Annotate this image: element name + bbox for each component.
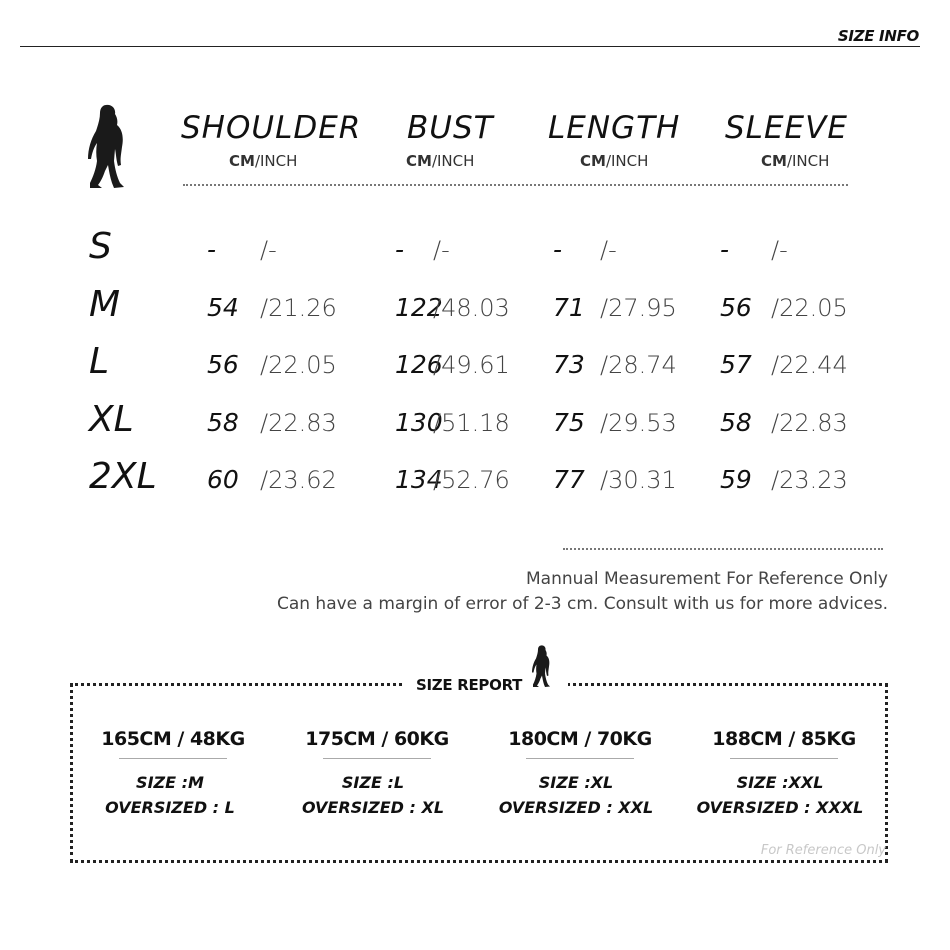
table-cell-inch: /22.44 [771, 351, 848, 379]
stat-underline [730, 758, 838, 759]
column-unit-bust: CM/INCH [406, 152, 475, 170]
body-stat: 165CM / 48KG [101, 728, 245, 750]
table-cell-inch: /52.76 [433, 466, 510, 494]
column-unit-sleeve: CM/INCH [761, 152, 830, 170]
table-cell-cm: 71 [553, 293, 585, 322]
table-cell-cm: 58 [720, 408, 752, 437]
table-cell-cm: - [395, 235, 405, 264]
margin-of-error-note: Can have a margin of error of 2-3 cm. Consult with us for more advices. [276, 594, 888, 614]
body-stat: 188CM / 85KG [712, 728, 856, 750]
table-cell-cm: 77 [553, 465, 585, 494]
note-dotted-divider [563, 548, 883, 550]
column-unit-shoulder: CM/INCH [229, 152, 298, 170]
table-cell-cm: 57 [720, 350, 752, 379]
oversized-size: OVERSIZED : XXXL [696, 798, 864, 817]
table-cell-cm: 134 [395, 465, 443, 494]
column-unit-length: CM/INCH [580, 152, 649, 170]
table-cell-inch: /30.31 [600, 466, 677, 494]
table-cell-inch: /51.18 [433, 409, 510, 437]
table-cell-cm: 56 [720, 293, 752, 322]
table-cell-inch: /22.83 [260, 409, 337, 437]
stat-underline [119, 758, 227, 759]
table-cell-cm: 56 [207, 350, 239, 379]
gorilla-silhouette-icon [84, 103, 128, 189]
stat-underline [526, 758, 634, 759]
table-cell-cm: 58 [207, 408, 239, 437]
size-label-2xl: 2XL [89, 456, 157, 497]
table-cell-cm: - [720, 235, 730, 264]
stat-underline [323, 758, 431, 759]
table-cell-inch: /21.26 [260, 294, 337, 322]
table-cell-inch: /22.05 [771, 294, 848, 322]
table-cell-cm: 130 [395, 408, 443, 437]
table-cell-cm: 126 [395, 350, 443, 379]
column-header-shoulder: SHOULDER [181, 110, 362, 146]
table-cell-inch: /22.83 [771, 409, 848, 437]
table-cell-inch: /27.95 [600, 294, 677, 322]
table-cell-cm: 54 [207, 293, 239, 322]
header-dotted-divider [183, 184, 848, 186]
recommended-size: SIZE :M [136, 773, 204, 792]
recommended-size: SIZE :XL [538, 773, 614, 792]
measurement-note: Mannual Measurement For Reference Only [526, 569, 888, 589]
recommended-size: SIZE :L [341, 773, 405, 792]
table-cell-inch: /28.74 [600, 351, 677, 379]
column-header-bust: BUST [407, 110, 494, 146]
size-label-m: M [89, 284, 121, 325]
table-cell-cm: 122 [395, 293, 443, 322]
size-label-xl: XL [89, 399, 134, 440]
table-cell-inch: /- [433, 236, 450, 264]
table-cell-inch: /23.62 [260, 466, 337, 494]
body-stat: 175CM / 60KG [305, 728, 449, 750]
size-label-s: S [89, 226, 112, 267]
size-info-title: SIZE INFO [837, 27, 919, 45]
reference-footnote: For Reference Only [760, 843, 886, 858]
oversized-size: OVERSIZED : XXL [498, 798, 654, 817]
table-cell-inch: /23.23 [771, 466, 848, 494]
table-cell-cm: 59 [720, 465, 752, 494]
table-cell-cm: - [207, 235, 217, 264]
table-cell-inch: /- [600, 236, 617, 264]
oversized-size: OVERSIZED : L [105, 798, 235, 817]
table-cell-inch: /- [771, 236, 788, 264]
table-cell-cm: - [553, 235, 563, 264]
table-cell-inch: /48.03 [433, 294, 510, 322]
gorilla-silhouette-icon [530, 642, 552, 690]
size-report-title: SIZE REPORT [416, 676, 523, 694]
table-cell-cm: 73 [553, 350, 585, 379]
oversized-size: OVERSIZED : XL [301, 798, 445, 817]
body-stat: 180CM / 70KG [508, 728, 652, 750]
table-cell-inch: /49.61 [433, 351, 510, 379]
header-divider [20, 46, 920, 47]
column-header-length: LENGTH [548, 110, 681, 146]
size-label-l: L [89, 341, 110, 382]
table-cell-inch: /22.05 [260, 351, 337, 379]
table-cell-cm: 75 [553, 408, 585, 437]
table-cell-inch: /- [260, 236, 277, 264]
recommended-size: SIZE :XXL [736, 773, 824, 792]
table-cell-inch: /29.53 [600, 409, 677, 437]
table-cell-cm: 60 [207, 465, 239, 494]
column-header-sleeve: SLEEVE [725, 110, 848, 146]
